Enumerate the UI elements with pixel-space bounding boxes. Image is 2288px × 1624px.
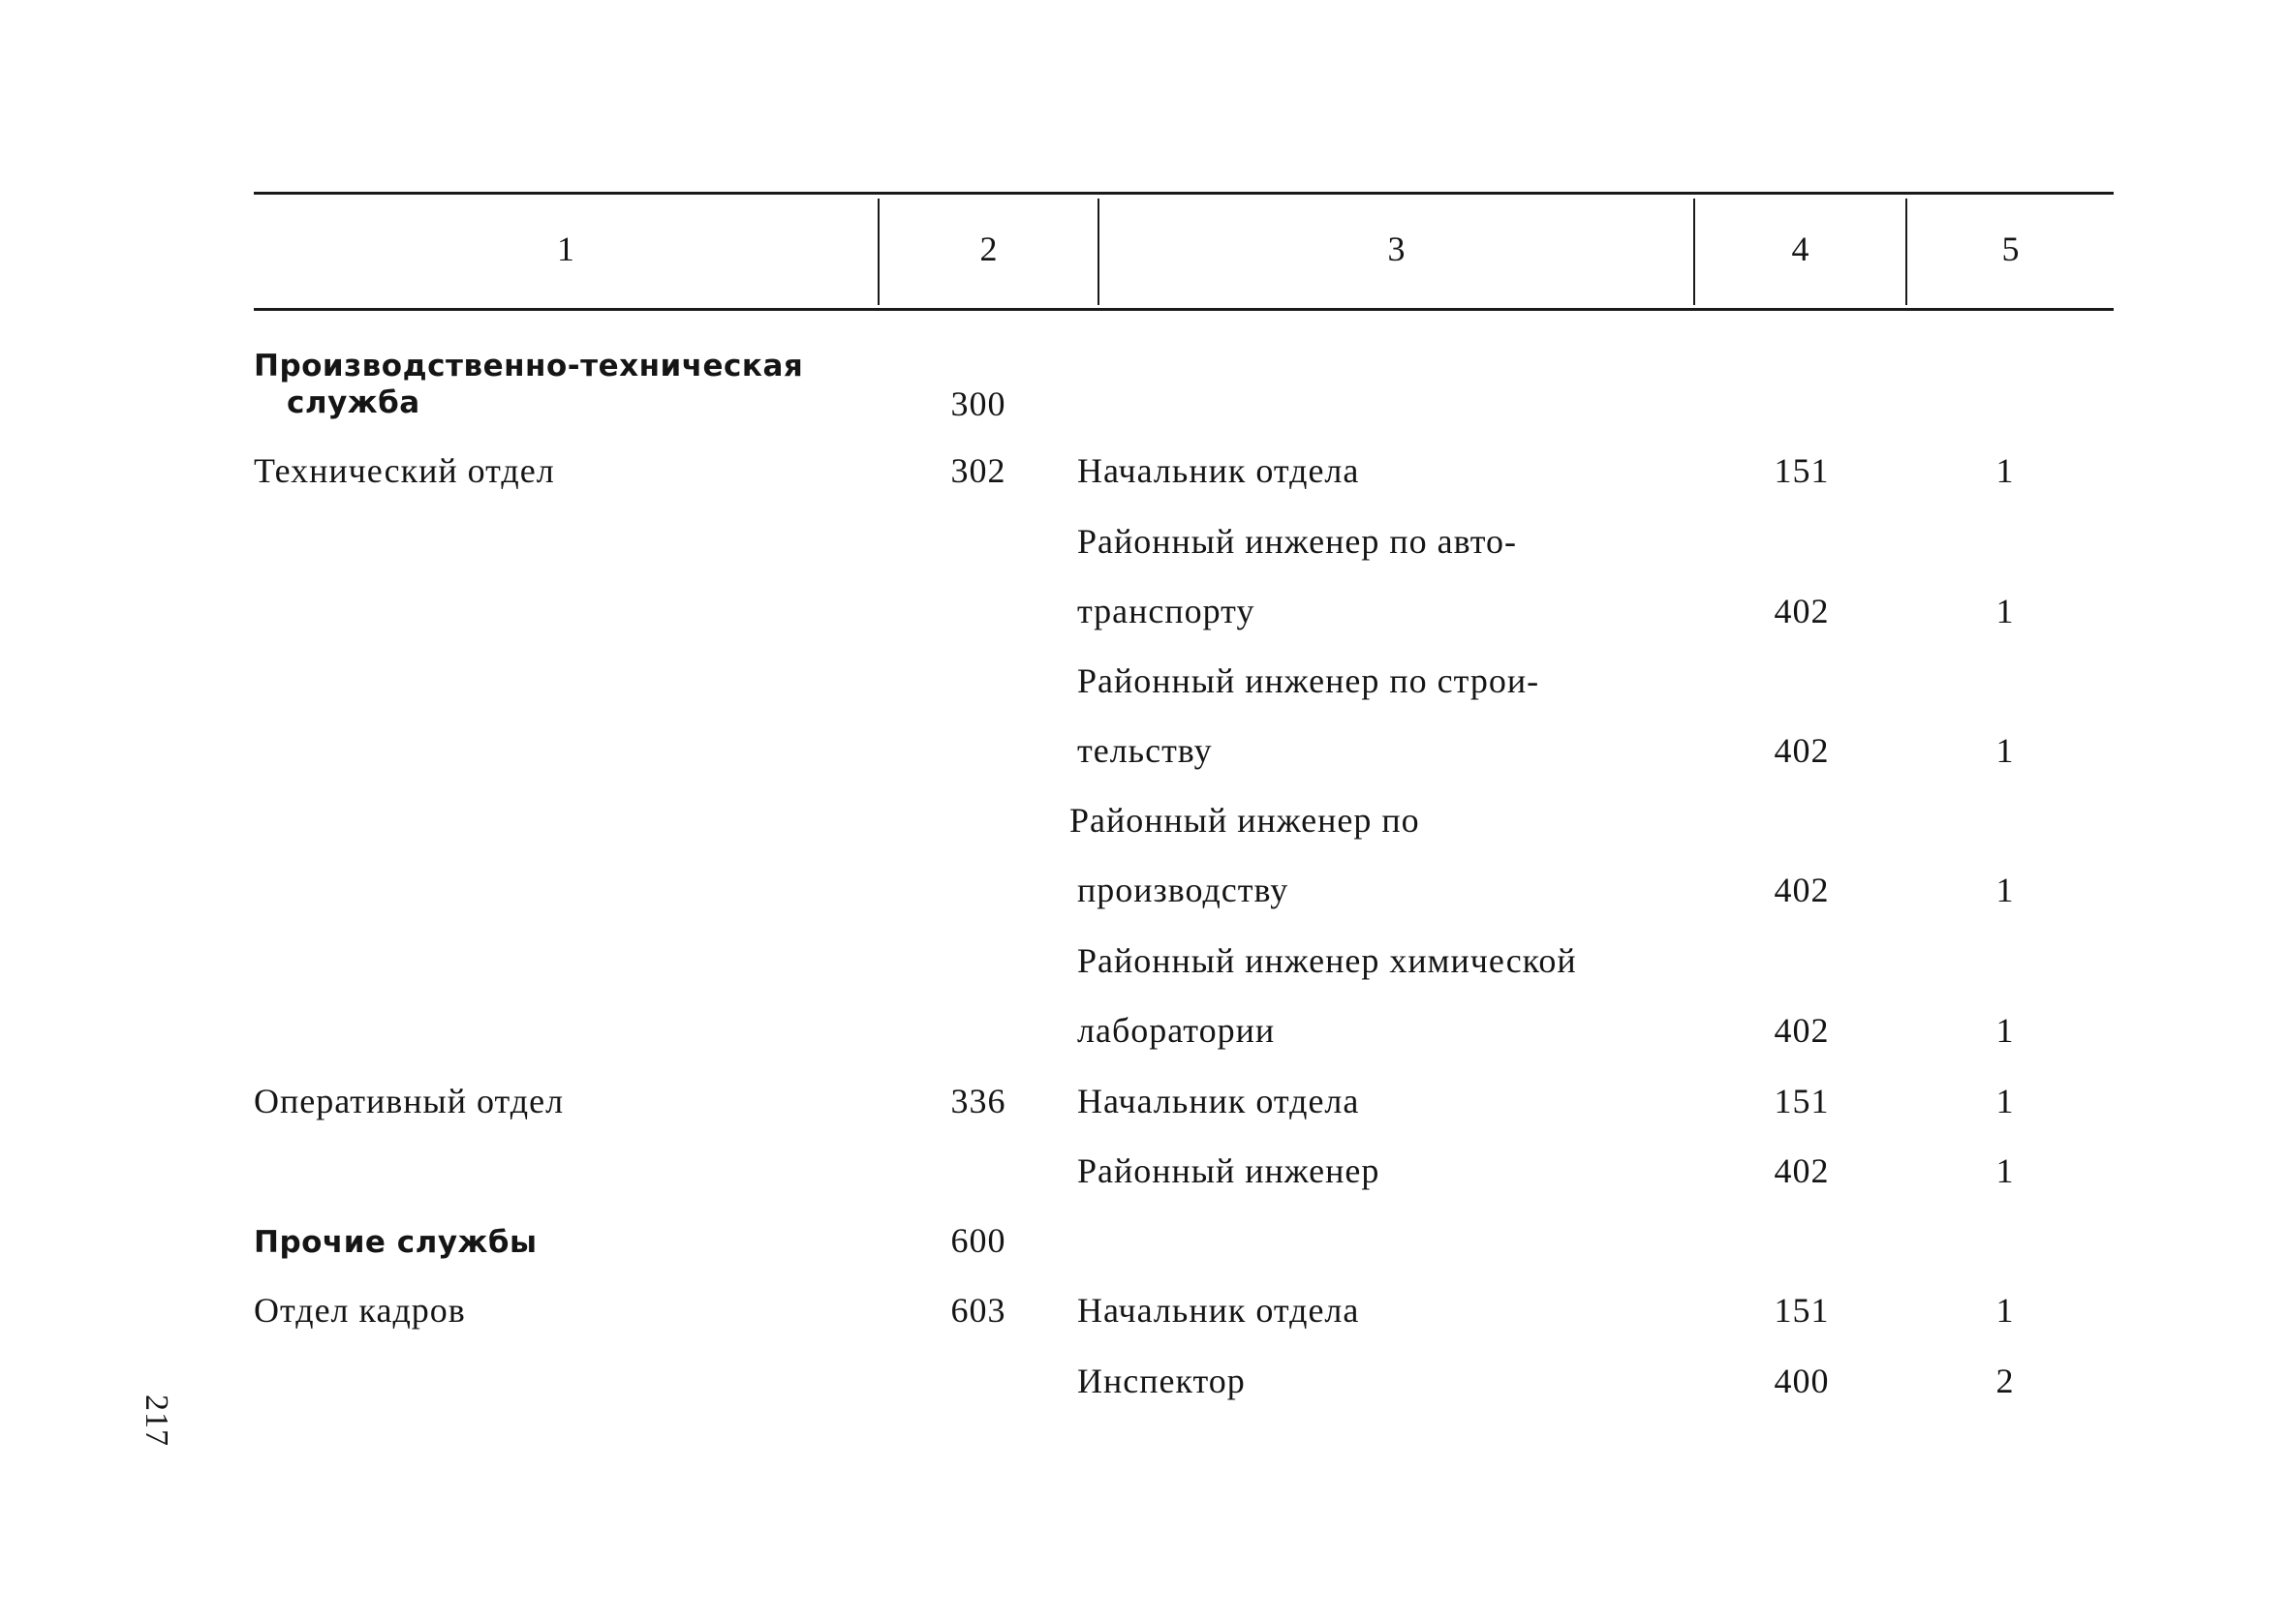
- position-title: Начальник отдела: [1077, 1082, 1360, 1120]
- position-value: 402: [1774, 1011, 1830, 1050]
- section-title: Производственно-техническая: [254, 349, 804, 383]
- position-value: 400: [1774, 1362, 1830, 1400]
- position-title: Инспектор: [1077, 1362, 1246, 1400]
- position-title-continuation: производству: [1077, 871, 1289, 909]
- position-title-continuation: тельству: [1077, 731, 1213, 770]
- department-code: 603: [950, 1291, 1006, 1330]
- position-count: 1: [1995, 451, 2015, 490]
- position-value: 151: [1774, 1291, 1830, 1330]
- position-title: Районный инженер химической: [1077, 941, 1577, 980]
- column-header-2: 2: [979, 230, 998, 268]
- position-value: 402: [1774, 1151, 1830, 1190]
- department-name: Оперативный отдел: [254, 1082, 565, 1120]
- position-count: 1: [1995, 1151, 2015, 1190]
- position-value: 402: [1774, 871, 1830, 909]
- position-title-continuation: лаборатории: [1077, 1011, 1276, 1050]
- table-top-rule: [254, 192, 2114, 195]
- position-count: 1: [1995, 1011, 2015, 1050]
- position-count: 1: [1995, 1291, 2015, 1330]
- column-header-5: 5: [2001, 230, 2020, 268]
- position-count: 1: [1995, 1082, 2015, 1120]
- section-code: 300: [950, 384, 1006, 423]
- section-title: Прочие службы: [254, 1225, 538, 1260]
- department-code: 302: [950, 451, 1006, 490]
- column-header-3: 3: [1387, 230, 1406, 268]
- position-count: 1: [1995, 731, 2015, 770]
- position-count: 1: [1995, 871, 2015, 909]
- position-count: 1: [1995, 592, 2015, 630]
- position-value: 402: [1774, 731, 1830, 770]
- position-title: Районный инженер по: [1069, 801, 1420, 840]
- position-title: Районный инженер по авто-: [1077, 522, 1517, 561]
- section-title-continuation: служба: [287, 385, 420, 420]
- section-code: 600: [950, 1221, 1006, 1260]
- position-value: 402: [1774, 592, 1830, 630]
- position-title-continuation: транспорту: [1077, 592, 1255, 630]
- position-title: Районный инженер: [1077, 1151, 1380, 1190]
- department-name: Отдел кадров: [254, 1291, 466, 1330]
- page-number: 217: [139, 1394, 174, 1447]
- column-header-1: 1: [557, 230, 574, 268]
- position-title: Начальник отдела: [1077, 451, 1360, 490]
- department-name: Технический отдел: [254, 451, 555, 490]
- position-title: Районный инженер по строи-: [1077, 661, 1540, 700]
- position-count: 2: [1995, 1362, 2015, 1400]
- department-code: 336: [950, 1082, 1006, 1120]
- position-value: 151: [1774, 451, 1830, 490]
- position-title: Начальник отдела: [1077, 1291, 1360, 1330]
- table-header-bottom-rule: [254, 308, 2114, 311]
- column-header-4: 4: [1791, 230, 1809, 268]
- position-value: 151: [1774, 1082, 1830, 1120]
